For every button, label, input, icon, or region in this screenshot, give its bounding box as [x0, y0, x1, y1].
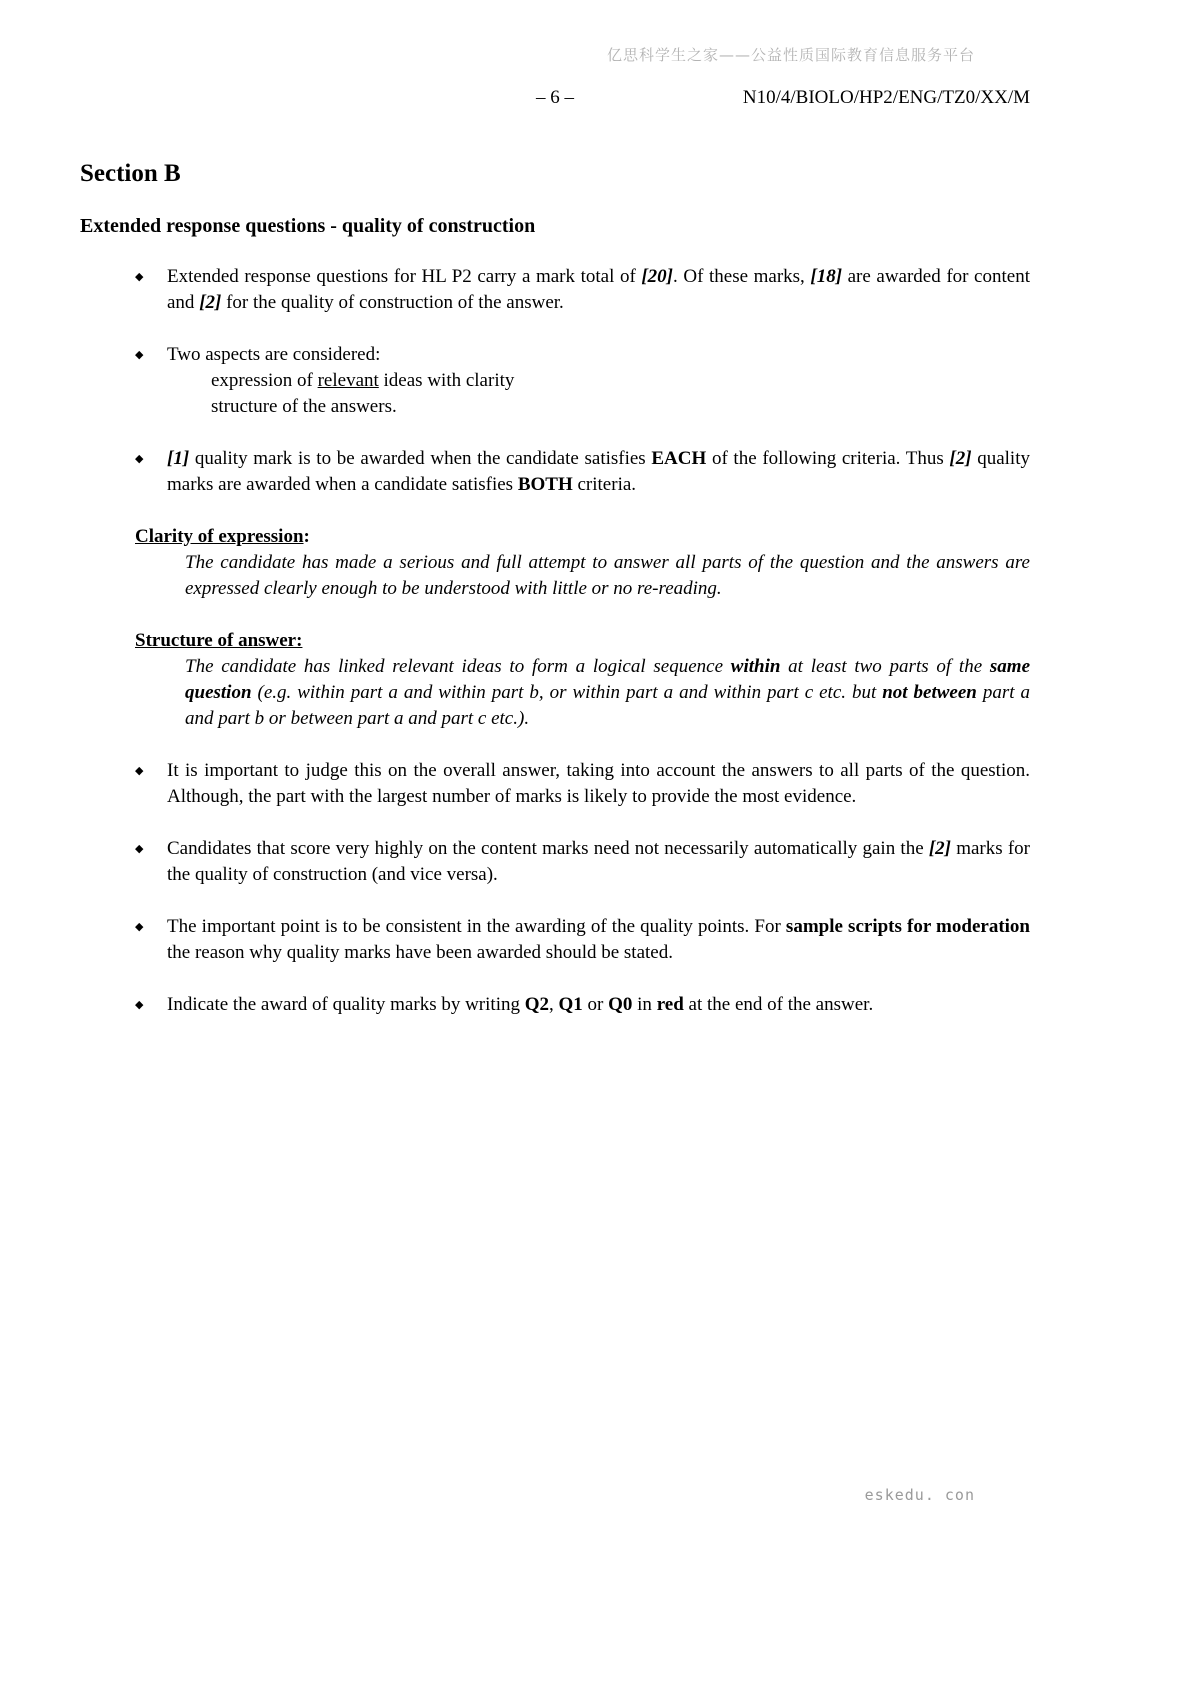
bullet-intro-line: Two aspects are considered:	[167, 344, 381, 365]
bottom-watermark-text: eskedu. con	[864, 1486, 975, 1504]
bullet-text: Extended response questions for HL P2 carry a mark total of [20]. Of these marks, [18] are awarded for content and [2] for the quality of construction of the answer.	[167, 266, 1030, 313]
clarity-of-expression-block	[135, 524, 1030, 602]
diamond-bullet-icon: ◆	[135, 843, 144, 855]
bullet-text: Indicate the award of quality marks by writing Q2, Q1 or Q0 in red at the end of the answer.	[167, 994, 874, 1015]
diamond-bullet-icon: ◆	[135, 765, 144, 777]
bullet-item-quality-mark-criteria	[135, 446, 1030, 498]
diamond-bullet-icon: ◆	[135, 453, 144, 465]
page-header	[80, 87, 1030, 113]
bullet-text: The important point is to be consistent in the awarding of the quality points. For sample scripts for moderation the reason why quality marks have been awarded should be stated.	[167, 916, 1030, 963]
bullet-item-content-marks	[135, 836, 1030, 888]
bullet-text: [1] quality mark is to be awarded when the candidate satisfies EACH of the following criteria. Thus [2] quality marks are awarded when a candidate satisfies BOTH criteria.	[167, 448, 1030, 495]
bullet-sub-line: structure of the answers.	[211, 396, 397, 417]
structure-heading: Structure of answer:	[135, 630, 303, 651]
bullet-text: Candidates that score very highly on the content marks need not necessarily automatically gain the [2] marks for the quality of construction (and vice versa).	[167, 838, 1030, 885]
diamond-bullet-icon: ◆	[135, 349, 144, 361]
document-body	[80, 264, 1030, 1018]
diamond-bullet-icon: ◆	[135, 921, 144, 933]
document-code: N10/4/BIOLO/HP2/ENG/TZ0/XX/M	[742, 87, 1030, 108]
bullet-text: It is important to judge this on the overall answer, taking into account the answers to all parts of the question. Although, the part with the largest number of marks is likely to provide the most evidence.	[167, 760, 1030, 807]
bullet-item-judge-overall	[135, 758, 1030, 810]
section-subtitle: Extended response questions - quality of construction	[80, 215, 536, 237]
bullet-item-marks-total	[135, 264, 1030, 316]
bullet-item-indicate-award	[135, 992, 1030, 1018]
diamond-bullet-icon: ◆	[135, 271, 144, 283]
bullet-text	[167, 342, 1030, 420]
bullet-item-consistency	[135, 914, 1030, 966]
page-number: – 6 –	[536, 87, 574, 108]
clarity-heading: Clarity of expression:	[135, 526, 310, 547]
structure-body: The candidate has linked relevant ideas to form a logical sequence within at least two parts of the same question (e.g. within part a and within part b, or within part a and within part c etc. but not between part a and part b or between part a and part c etc.).	[185, 656, 1030, 729]
structure-of-answer-block	[135, 628, 1030, 732]
section-title: Section B	[80, 160, 181, 187]
clarity-body: The candidate has made a serious and full attempt to answer all parts of the question and the answers are expressed clearly enough to be understood with little or no re-reading.	[185, 552, 1030, 599]
bullet-item-two-aspects	[135, 342, 1030, 420]
diamond-bullet-icon: ◆	[135, 999, 144, 1011]
top-watermark-text: 亿思科学生之家——公益性质国际教育信息服务平台	[606, 46, 975, 64]
bullet-sub-line: expression of relevant ideas with clarity	[211, 370, 515, 391]
